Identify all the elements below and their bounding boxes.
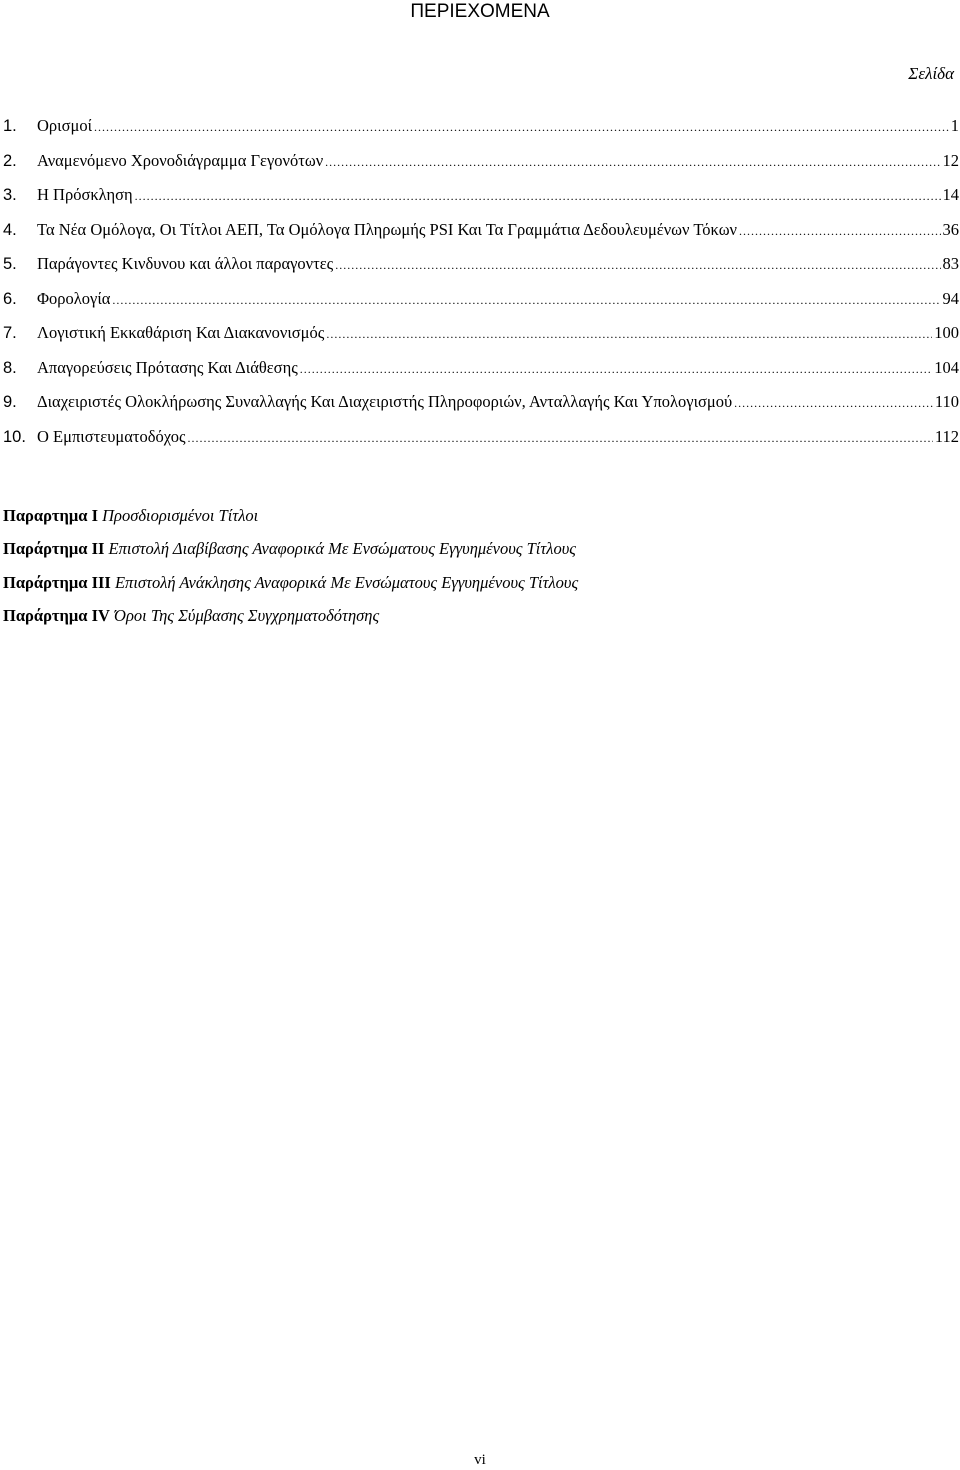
dot-leader <box>326 327 932 342</box>
toc-entry-title: Παράγοντες Κινδυνου και άλλοι παραγοντες <box>37 254 334 273</box>
toc-entry-page: 104 <box>934 357 959 377</box>
appendix-list <box>3 506 959 639</box>
toc-entry-4[interactable] <box>3 220 959 255</box>
appendix-label: Παραρτημα Ι <box>3 506 98 525</box>
toc-entry-title: Φορολογία <box>37 288 111 308</box>
dot-leader <box>188 431 933 446</box>
appendix-entry-3[interactable] <box>3 573 959 606</box>
toc-entry-title: Λογιστική Εκκαθάριση Και Διακανονισμός <box>37 323 325 342</box>
toc-entry-title: Απαγορεύσεις Πρότασης Και Διάθεσης <box>37 357 298 377</box>
appendix-description: Επιστολή Ανάκλησης Αναφορικά Με Ενσώματους Εγγυημένους Τίτλους <box>114 572 579 592</box>
dot-leader <box>94 120 949 135</box>
toc-entry-number: 8. <box>3 358 17 377</box>
toc-entry-10[interactable] <box>3 427 959 462</box>
toc-entry-3[interactable] <box>3 185 959 220</box>
dot-leader <box>112 293 940 308</box>
toc-entry-page: 1 <box>950 116 959 135</box>
toc-entry-title: Τα Νέα Ομόλογα, Οι Τίτλοι ΑΕΠ, Τα Ομόλογα Πληρωμής PSI Και Τα Γραμμάτια Δεδουλευμένων Τόκων <box>37 219 738 239</box>
appendix-description: Προσδιορισμένοι Τίτλοι <box>102 506 259 525</box>
toc-entry-number: 2. <box>3 151 17 170</box>
page-number: vi <box>474 1452 486 1468</box>
toc-entry-1[interactable] <box>3 116 959 151</box>
toc-entry-number: 6. <box>3 289 17 308</box>
toc-entry-page: 14 <box>942 185 959 204</box>
table-of-contents <box>3 116 959 461</box>
appendix-entry-4[interactable] <box>3 606 959 639</box>
toc-entry-page: 94 <box>942 288 959 308</box>
toc-entry-page: 112 <box>934 426 959 446</box>
toc-entry-title: Διαχειριστές Ολοκλήρωσης Συναλλαγής Και Διαχειριστής Πληροφοριών, Ανταλλαγής Και Υπολογισμού <box>37 392 733 411</box>
page-column-label: Σελίδα <box>908 64 954 83</box>
toc-entry-number: 7. <box>3 324 17 342</box>
toc-entry-title: Η Πρόσκληση <box>37 185 133 204</box>
toc-entry-7[interactable] <box>3 323 959 358</box>
appendix-entry-1[interactable] <box>3 506 959 539</box>
appendix-label: Παράρτημα IV <box>3 605 110 625</box>
toc-entry-6[interactable] <box>3 289 959 324</box>
toc-entry-title: Αναμενόμενο Χρονοδιάγραμμα Γεγονότων <box>37 150 324 170</box>
dot-leader <box>734 396 933 411</box>
toc-entry-number: 3. <box>3 186 17 204</box>
dot-leader <box>739 224 940 239</box>
toc-entry-page: 100 <box>934 323 959 342</box>
appendix-description: Όροι Της Σύμβασης Συγχρηματοδότησης <box>114 605 380 625</box>
toc-entry-5[interactable] <box>3 254 959 289</box>
toc-entry-title: Ορισμοί <box>37 116 93 135</box>
toc-entry-page: 110 <box>934 392 959 411</box>
dot-leader <box>300 362 933 377</box>
appendix-entry-2[interactable] <box>3 539 959 572</box>
toc-entry-2[interactable] <box>3 151 959 186</box>
appendix-description: Επιστολή Διαβίβασης Αναφορικά Με Ενσώματους Εγγυημένους Τίτλους <box>108 539 576 559</box>
toc-entry-number: 1. <box>3 117 17 135</box>
toc-entry-page: 12 <box>942 150 959 170</box>
toc-entry-number: 4. <box>3 220 17 239</box>
appendix-label: Παράρτημα ΙΙΙ <box>3 572 111 592</box>
toc-entry-8[interactable] <box>3 358 959 393</box>
toc-entry-9[interactable] <box>3 392 959 427</box>
dot-leader <box>135 189 941 204</box>
toc-entry-title: Ο Εμπιστευματοδόχος <box>37 426 186 446</box>
toc-entry-page: 83 <box>942 254 959 273</box>
toc-entry-page: 36 <box>942 219 959 239</box>
dot-leader <box>335 258 940 273</box>
toc-entry-number: 5. <box>3 255 17 273</box>
toc-entry-number: 9. <box>3 393 17 411</box>
dot-leader <box>325 155 940 170</box>
toc-entry-number: 10. <box>3 427 26 446</box>
document-title: ΠΕΡΙΕΧΟΜΕΝΑ <box>410 1 550 22</box>
appendix-label: Παράρτημα ΙΙ <box>3 539 105 559</box>
